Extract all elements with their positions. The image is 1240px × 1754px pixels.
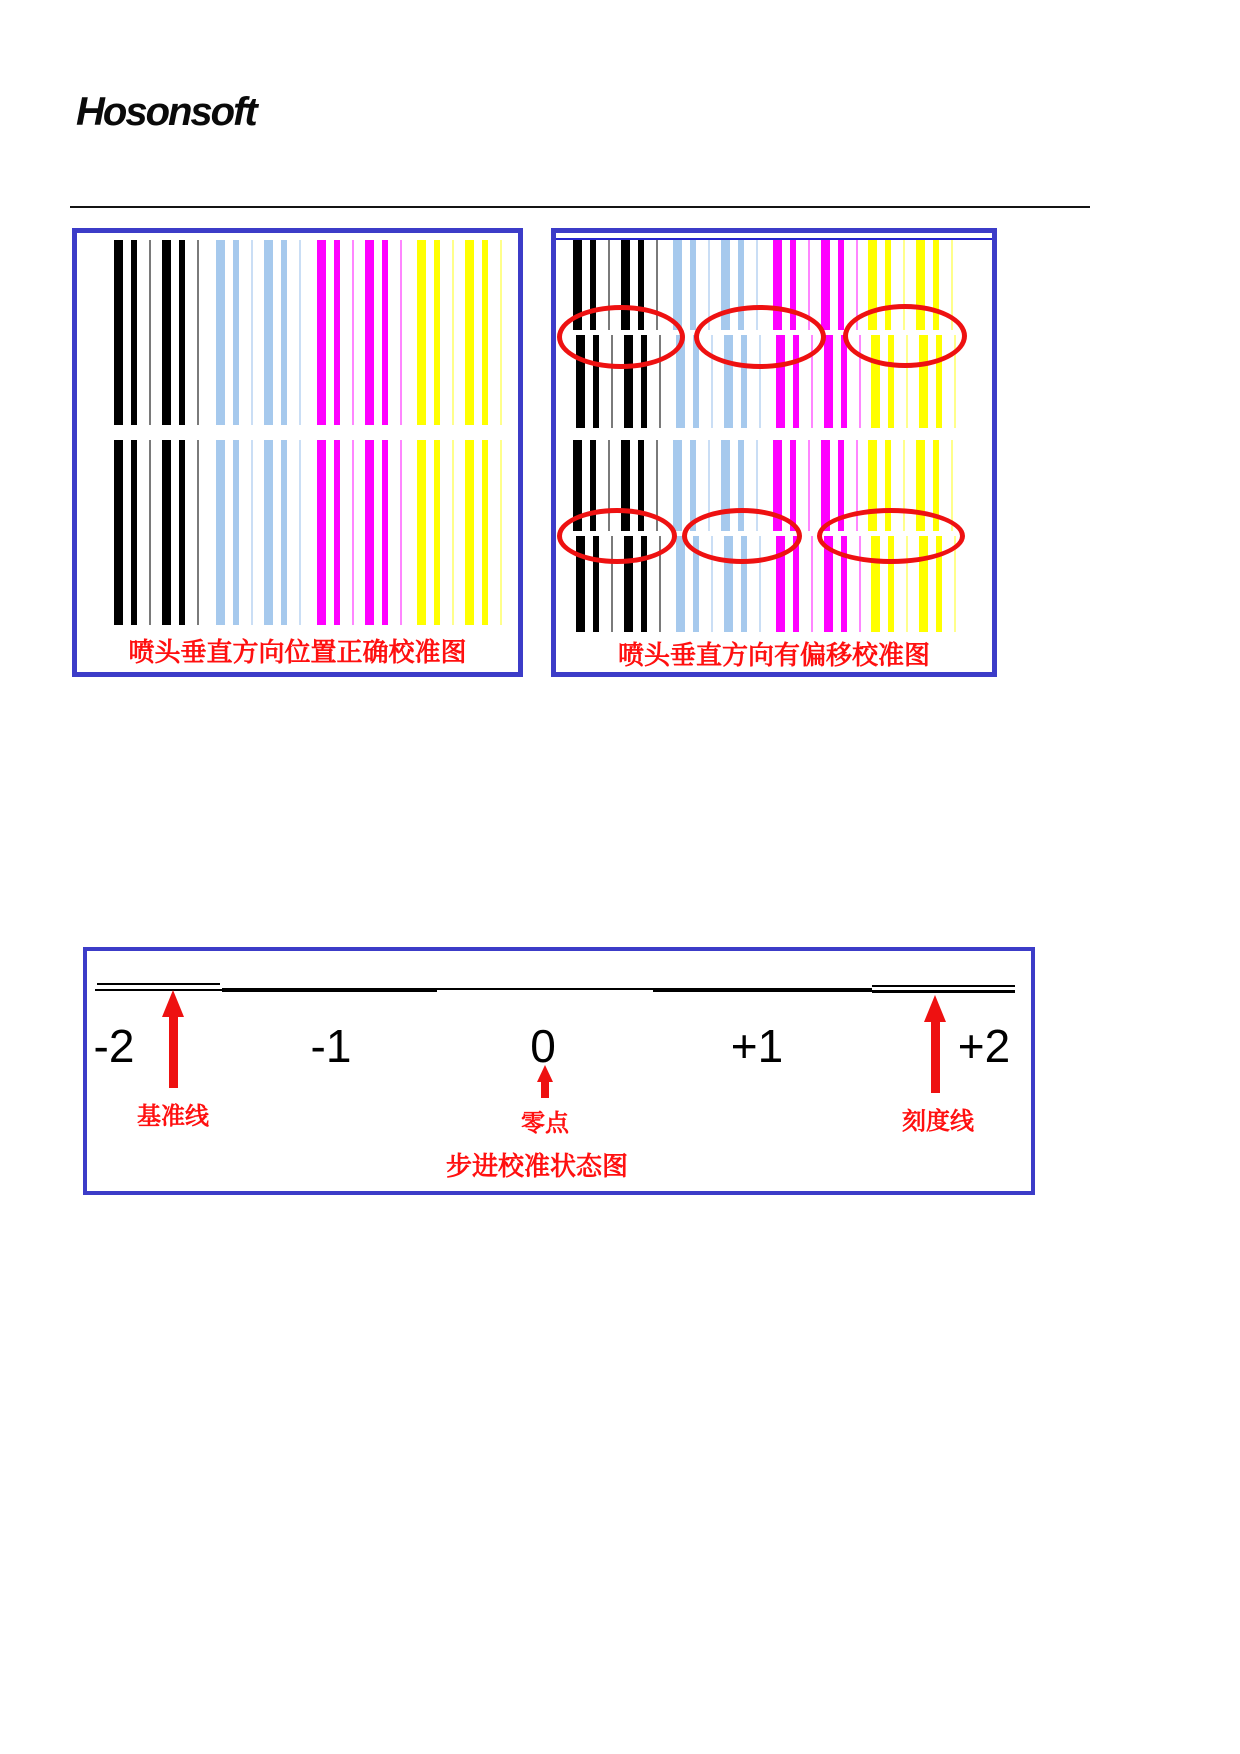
misalignment-ellipse xyxy=(817,508,965,564)
logo-text: Hosonsoft xyxy=(76,90,256,134)
misalignment-ellipse xyxy=(557,508,677,564)
stripe-yellow xyxy=(500,240,502,425)
step-figure-caption: 步进校准状态图 xyxy=(445,1151,629,1181)
stripe-black xyxy=(162,240,171,425)
reference-line-label: 基准线 xyxy=(137,1103,209,1130)
stripe-light-blue xyxy=(690,240,696,330)
arrow-shaft xyxy=(931,1022,940,1093)
stripe-light-blue xyxy=(216,240,225,425)
stripe-black xyxy=(131,440,137,625)
correct-calibration-figure xyxy=(72,228,523,677)
header-divider xyxy=(70,206,1090,208)
baseline-segment-middle xyxy=(437,988,653,990)
stripe-magenta xyxy=(790,440,796,531)
stripe-yellow xyxy=(434,440,440,625)
baseline-segment-left xyxy=(222,988,437,992)
step-calibration-figure xyxy=(83,947,1035,1195)
stripe-yellow xyxy=(482,240,488,425)
stripe-magenta xyxy=(382,240,388,425)
offset-figure-caption: 喷头垂直方向有偏移校准图 xyxy=(617,640,930,670)
misalignment-ellipse xyxy=(694,305,826,369)
stripe-light-blue xyxy=(299,240,301,425)
correct-figure-caption: 喷头垂直方向位置正确校准图 xyxy=(128,637,467,667)
stripe-magenta xyxy=(400,240,402,425)
arrow-shaft xyxy=(169,1017,178,1088)
stripe-light-blue xyxy=(281,240,287,425)
stripe-magenta xyxy=(317,240,326,425)
scale-line-upper xyxy=(872,985,1015,987)
arrow-head xyxy=(537,1065,553,1082)
stripe-black xyxy=(114,440,123,625)
stripe-black xyxy=(179,240,185,425)
stripe-magenta xyxy=(824,335,833,428)
stripe-yellow xyxy=(482,440,488,625)
stripe-light-blue xyxy=(216,440,225,625)
stripe-magenta xyxy=(808,440,810,531)
stripe-yellow xyxy=(465,240,474,425)
stripe-magenta xyxy=(811,536,813,632)
stripe-black xyxy=(179,440,185,625)
stripe-yellow xyxy=(452,240,454,425)
scale-line-label: 刻度线 xyxy=(902,1108,974,1135)
stripe-yellow xyxy=(452,440,454,625)
scale-label: 0 xyxy=(530,1020,556,1072)
scale-label: -2 xyxy=(93,1020,135,1072)
arrow-head xyxy=(924,995,946,1022)
stripe-light-blue xyxy=(264,440,273,625)
stripe-magenta xyxy=(334,240,340,425)
offset-calibration-figure xyxy=(551,228,997,677)
stripe-light-blue xyxy=(676,536,685,632)
zero-point-arrow-icon xyxy=(536,1065,554,1098)
stripe-light-blue xyxy=(251,440,253,625)
stripe-magenta xyxy=(382,440,388,625)
stripe-magenta xyxy=(841,335,847,428)
stripe-light-blue xyxy=(264,240,273,425)
stripe-yellow xyxy=(417,240,426,425)
stripe-yellow xyxy=(417,440,426,625)
reference-line-upper xyxy=(97,983,220,985)
arrow-head xyxy=(162,990,184,1017)
arrow-shaft xyxy=(541,1082,549,1098)
stripe-magenta xyxy=(317,440,326,625)
stripe-light-blue xyxy=(673,240,682,330)
stripe-magenta xyxy=(365,440,374,625)
stripe-light-blue xyxy=(299,440,301,625)
scale-label: +2 xyxy=(957,1020,1011,1072)
stripe-black xyxy=(197,440,199,625)
misalignment-ellipse xyxy=(682,508,802,564)
stripe-magenta xyxy=(400,440,402,625)
stripe-magenta xyxy=(352,240,354,425)
stripe-magenta xyxy=(838,240,844,330)
stripe-yellow xyxy=(500,440,502,625)
stripe-light-blue xyxy=(673,440,682,531)
scale-label: -1 xyxy=(310,1020,352,1072)
stripe-yellow xyxy=(951,440,953,531)
stripe-black xyxy=(149,240,151,425)
stripe-black xyxy=(149,440,151,625)
stripe-magenta xyxy=(365,240,374,425)
stripe-magenta xyxy=(334,440,340,625)
stripe-light-blue xyxy=(233,440,239,625)
stripe-magenta xyxy=(793,536,799,632)
stripe-magenta xyxy=(821,240,830,330)
stripe-light-blue xyxy=(251,240,253,425)
stripe-black xyxy=(197,240,199,425)
zero-point-label: 零点 xyxy=(521,1110,569,1137)
scale-label: +1 xyxy=(730,1020,784,1072)
stripe-black xyxy=(131,240,137,425)
stripe-magenta xyxy=(821,440,830,531)
misalignment-ellipse xyxy=(557,305,685,369)
reference-line-arrow-icon xyxy=(161,990,185,1088)
stripe-light-blue xyxy=(281,440,287,625)
scale-line-arrow-icon xyxy=(923,995,947,1093)
stripe-yellow xyxy=(434,240,440,425)
stripe-magenta xyxy=(352,440,354,625)
stripe-yellow xyxy=(465,440,474,625)
stripe-black xyxy=(162,440,171,625)
misalignment-ellipse xyxy=(843,304,967,368)
stripe-black xyxy=(114,240,123,425)
stripe-light-blue xyxy=(233,240,239,425)
baseline-segment-right xyxy=(653,988,872,992)
scale-line-lower xyxy=(872,990,1015,993)
reference-line-lower xyxy=(95,989,222,991)
